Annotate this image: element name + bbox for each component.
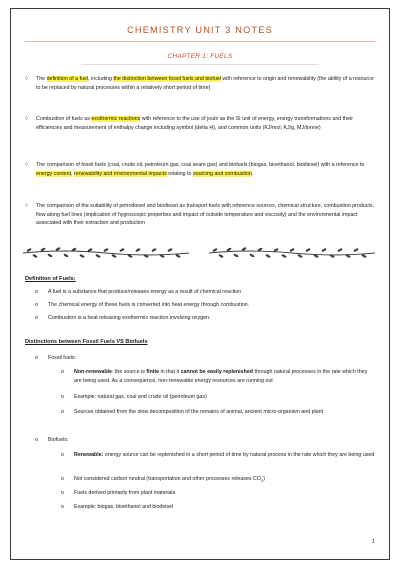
list-item: o Combustion is a heat releasing exothermic reaction involving oxygen.	[35, 315, 211, 321]
list-item: o Fuels derived primarily from plant materials	[61, 490, 176, 496]
objective-text: The comparison of fossil fuels (coal, crude oil, petroleum gas, coal seam gas) and biofuels (biogas, bioethanol, biodiesel) with a reference to energy content, renewability and environmental impacts relating to sourcing and combustion.	[36, 162, 365, 177]
circle-bullet-icon: o	[61, 452, 64, 458]
circle-bullet-icon: o	[35, 437, 38, 443]
objective-1	[25, 75, 375, 92]
list-item: o Renewable: energy source can be replenished in a short period of time by natural process in the rate which they are being used	[61, 452, 375, 458]
diamond-bullet-icon: ◊	[25, 162, 28, 168]
objective-text: The definition of a fuel, including the distinction between fossil fuels and biofuel with reference to origin and renewability (the ability of a resource to be replaced by natural processes within a relatively short period of time)	[36, 76, 374, 91]
circle-bullet-icon: o	[35, 315, 38, 321]
objective-text: The comparison of the suitability of petrodiesel and biodiesel as transport fuels with reference sources, chemical structure, combustion products, flow along fuel lines (implication of hygroscopic properties and impact of outside temperature and viscosity) and the environmental impact associated with their extraction and production	[36, 203, 374, 227]
circle-bullet-icon: o	[61, 394, 64, 400]
chapter-heading: CHAPTER 1: FUELS	[167, 53, 233, 60]
diamond-bullet-icon: ◊	[25, 76, 28, 82]
circle-bullet-icon: o	[61, 409, 64, 415]
circle-bullet-icon: o	[61, 476, 64, 482]
circle-bullet-icon: o	[61, 504, 64, 510]
objective-4	[25, 202, 375, 228]
list-item: o Not considered carbon neutral (transportation and other processes releases $CO_2$)	[61, 476, 265, 484]
circle-bullet-icon: o	[61, 369, 64, 375]
chapter-divider	[81, 64, 319, 65]
list-item: o A fuel is a substance that produce/releases energy as a result of chemical reaction	[35, 289, 242, 295]
circle-bullet-icon: o	[35, 302, 38, 308]
circle-bullet-icon: o	[35, 355, 38, 361]
diamond-bullet-icon: ◊	[25, 203, 28, 209]
diamond-bullet-icon: ◊	[25, 116, 28, 122]
biofuels-label: o Biofuels:	[35, 437, 69, 443]
list-item: o The chemical energy of these fuels is converted into heat energy through combustion.	[35, 302, 250, 308]
fossil-fuels-label: o Fossil fuels:	[35, 355, 76, 361]
distinctions-heading: Distinctions between Fossil Fuels VS Biofuels	[25, 339, 148, 345]
list-item: o Example: natural gas, coal and crude oil (petroleum gas)	[61, 394, 207, 400]
circle-bullet-icon: o	[35, 289, 38, 295]
definition-heading: Definition of Fuels:	[25, 276, 76, 282]
list-item: o Non-renewable: the source is finite in that it cannot be easily replenished through natural processes in the rate which they are being used. As a consequence, non-renewable energy resources are running out	[61, 369, 368, 384]
document-page	[10, 8, 390, 560]
vine-divider-right-icon	[207, 246, 377, 260]
list-item: o Sources obtained from the slow decomposition of the remains of animal, ancient micro-organism and plant	[61, 409, 324, 415]
circle-bullet-icon: o	[61, 490, 64, 496]
objective-text: Combustion of fuels as exothermic reactions with reference to the use of joule as the SI unit of energy, energy transformations and their efficiencies and measurement of enthalpy change including symbol (delta H), and common units (KJ/mol, KJ/g, MJ/tonne)	[36, 116, 354, 131]
objective-2	[25, 115, 375, 132]
page-number: 1	[371, 539, 375, 545]
objective-3	[25, 161, 375, 178]
vine-divider-left-icon	[21, 246, 191, 260]
title-divider	[25, 41, 375, 42]
document-title: CHEMISTRY UNIT 3 NOTES	[127, 25, 273, 35]
list-item: o Example: biogas, bioethanol and biodiesel	[61, 504, 174, 510]
